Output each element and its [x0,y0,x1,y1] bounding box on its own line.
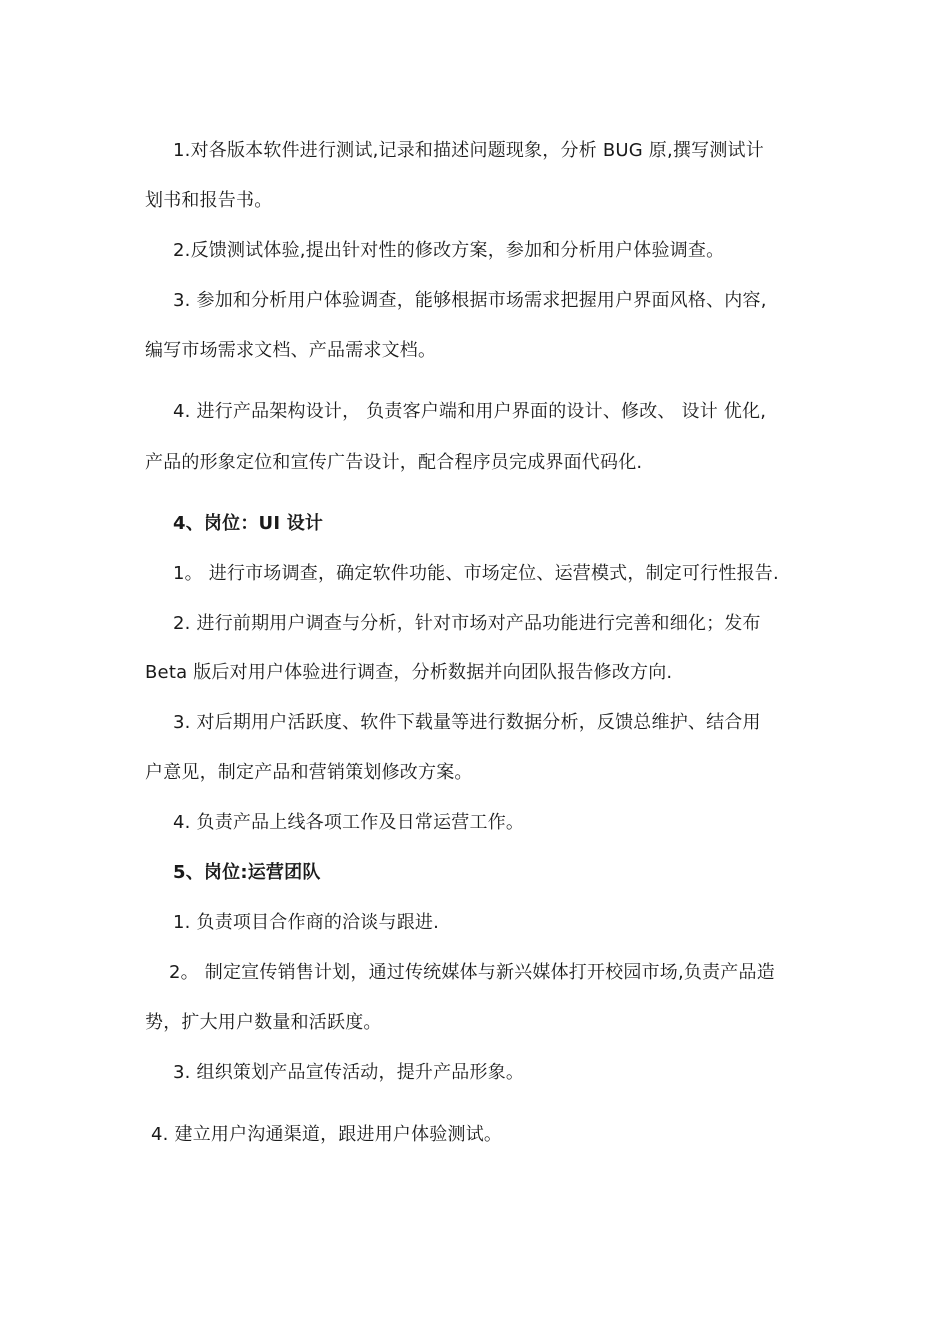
paragraph-line: 3. 组织策划产品宣传活动，提升产品形象。 [173,1062,525,1083]
paragraph-line: 2. 进行前期用户调查与分析，针对市场对产品功能进行完善和细化；发布 [173,613,761,634]
paragraph-line: 4. 进行产品架构设计， 负责客户端和用户界面的设计、修改、 设计 优化, [173,401,767,422]
paragraph-line: 1.对各版本软件进行测试,记录和描述问题现象，分析 BUG 原,撰写测试计 [173,140,764,161]
paragraph-line: Beta 版后对用户体验进行调查，分析数据并向团队报告修改方向. [145,662,673,683]
paragraph-line: 划书和报告书。 [145,190,273,211]
paragraph-line: 产品的形象定位和宣传广告设计，配合程序员完成界面代码化. [145,452,643,473]
paragraph-line: 3. 对后期用户活跃度、软件下载量等进行数据分析，反馈总维护、结合用 [173,712,761,733]
paragraph-line: 1. 负责项目合作商的洽谈与跟进. [173,912,440,933]
paragraph-line: 户意见，制定产品和营销策划修改方案。 [145,762,473,783]
paragraph-line: 1。 进行市场调查，确定软件功能、市场定位、运营模式，制定可行性报告. [173,563,779,584]
paragraph-line: 3. 参加和分析用户体验调查，能够根据市场需求把握用户界面风格、内容, [173,290,767,311]
paragraph-line: 势，扩大用户数量和活跃度。 [145,1012,382,1033]
paragraph-line: 编写市场需求文档、产品需求文档。 [145,340,437,361]
paragraph-line: 4. 建立用户沟通渠道，跟进用户体验测试。 [151,1124,503,1145]
paragraph-line: 2。 制定宣传销售计划，通过传统媒体与新兴媒体打开校园市场,负责产品造 [169,962,775,983]
paragraph-line: 2.反馈测试体验,提出针对性的修改方案，参加和分析用户体验调查。 [173,240,725,261]
section-heading-ui-design: 4、岗位：UI 设计 [173,513,324,534]
section-heading-operations-team: 5、岗位:运营团队 [173,862,321,883]
paragraph-line: 4. 负责产品上线各项工作及日常运营工作。 [173,812,525,833]
